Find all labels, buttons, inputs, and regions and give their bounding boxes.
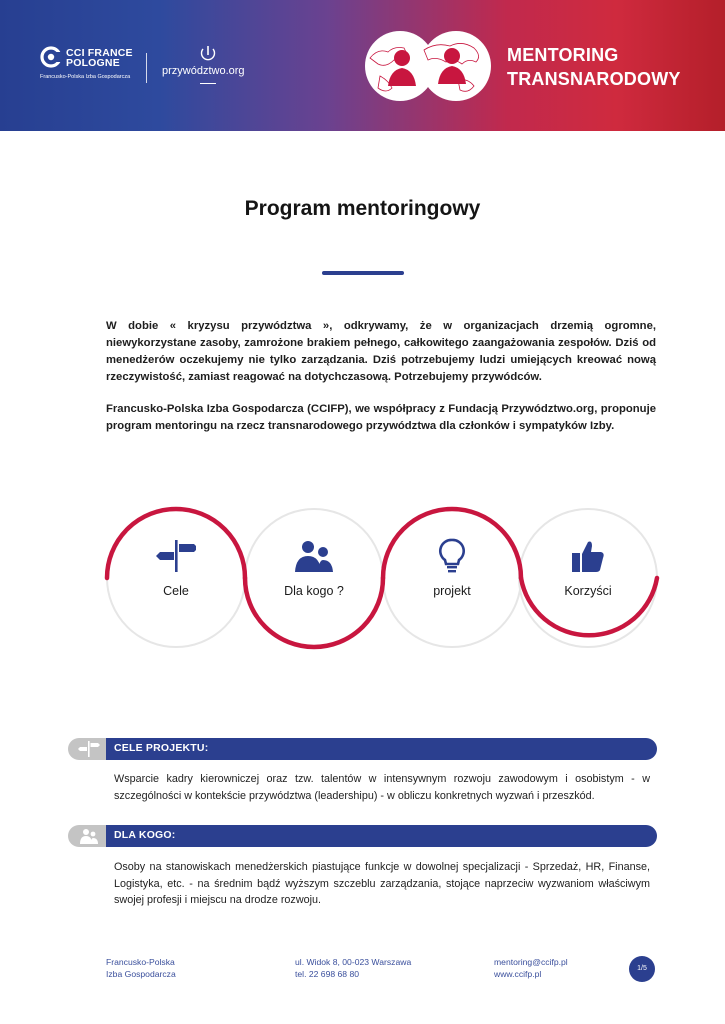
info-circle-icon [200,45,216,63]
people-icon [78,828,100,844]
intro-paragraph-2: Francusko-Polska Izba Gospodarcza (CCIFP), we współpracy z Fundacją Przywództwo.org, proponuje program mentoringu na rzecz transnarodowego przywództwa dla członków i sympatyków Izby. [106,403,656,432]
header-title [507,43,681,91]
lightbulb-icon [432,538,472,574]
intro-paragraph-1: W dobie « kryzysu przywództwa », odkrywamy, że w organizacjach drzemią ogromne, niewykorzystane zasoby, zamrożone brakiem pełnego, całkowitego zaangażowania zespołów. Dziś od menedżerów oczekujemy nie tylko zarządzania. Dziś potrzebujemy ludzi umiejących kreować nową rzeczywistość, zamiast reagować na dotychczasową. Potrzebujemy przywódców. [106,320,656,383]
footer [0,956,725,986]
section-heading-goals: CELE PROJEKTU: [114,742,209,754]
page-title: Program mentoringowy [244,197,481,220]
partner-name: przywództwo.org [162,65,245,77]
intro-text [106,318,656,435]
cci-name [66,48,133,68]
section-body-goals [114,771,650,804]
people-icon [294,538,334,574]
signpost-icon [78,741,100,757]
page-number-badge: 1/5 [629,956,655,982]
header-title-line2: TRANSNARODOWY [507,69,681,89]
topic-circles [0,500,725,660]
circles-ring-graphic [0,500,725,660]
section-bar-fill [106,825,657,847]
przywodztwo-logo[interactable] [162,45,262,87]
header-divider [146,53,147,83]
section-header-audience [68,825,657,847]
cci-name-line2: POLOGNE [66,57,120,69]
section-body-audience [114,859,650,909]
section-heading-audience: DLA KOGO: [114,829,176,841]
footer-contact [295,956,411,980]
circle-label-project: projekt [433,584,471,598]
header-banner [0,0,725,131]
signpost-icon [156,538,196,574]
circle-label-goals: Cele [163,584,189,598]
footer-email-link[interactable]: mentoring@ccifp.pl [494,957,568,967]
circle-label-audience: Dla kogo ? [284,584,344,598]
cci-subtitle: Francusko-Polska Izba Gospodarcza [40,74,131,80]
footer-phone[interactable]: tel. 22 698 68 80 [295,969,360,979]
footer-website-link[interactable]: www.ccifp.pl [494,969,542,979]
header-title-line1: MENTORING [507,45,619,65]
mentoring-globe-logo [364,28,492,104]
section-header-goals [68,738,657,760]
footer-org-line2: Izba Gospodarcza [106,969,176,979]
footer-online [494,956,568,980]
cci-france-pologne-logo[interactable] [40,46,136,86]
circle-label-benefits: Korzyści [564,584,612,598]
footer-org-line1: Francusko-Polska [106,957,175,967]
cci-name-line1: CCI FRANCE [66,47,133,59]
thumbs-up-icon [568,538,608,574]
footer-organization [106,956,176,980]
partner-underline [200,83,216,84]
section-text-audience: Osoby na stanowiskach menedżerskich piastujące funkcje w dowolnej specjalizacji - Sprzedaż, HR, Finanse, Logistyka, etc. - na średnim bądź wyższym szczeblu zarządzania, stojące naprzeciw wyzwaniom właściwym swojej profesji i miejscu na drodze rozwoju. [114,861,650,906]
cci-logo-icon [40,46,62,68]
title-underline [322,271,404,275]
section-text-goals: Wsparcie kadry kierowniczej oraz tzw. talentów w intensywnym rozwoju zawodowym i osobistym - w szczególności w kontekście przywództwa (leadershipu) - w obliczu konkretnych wyzwań i przeszkód. [114,773,650,802]
footer-address: ul. Widok 8, 00-023 Warszawa [295,957,412,967]
